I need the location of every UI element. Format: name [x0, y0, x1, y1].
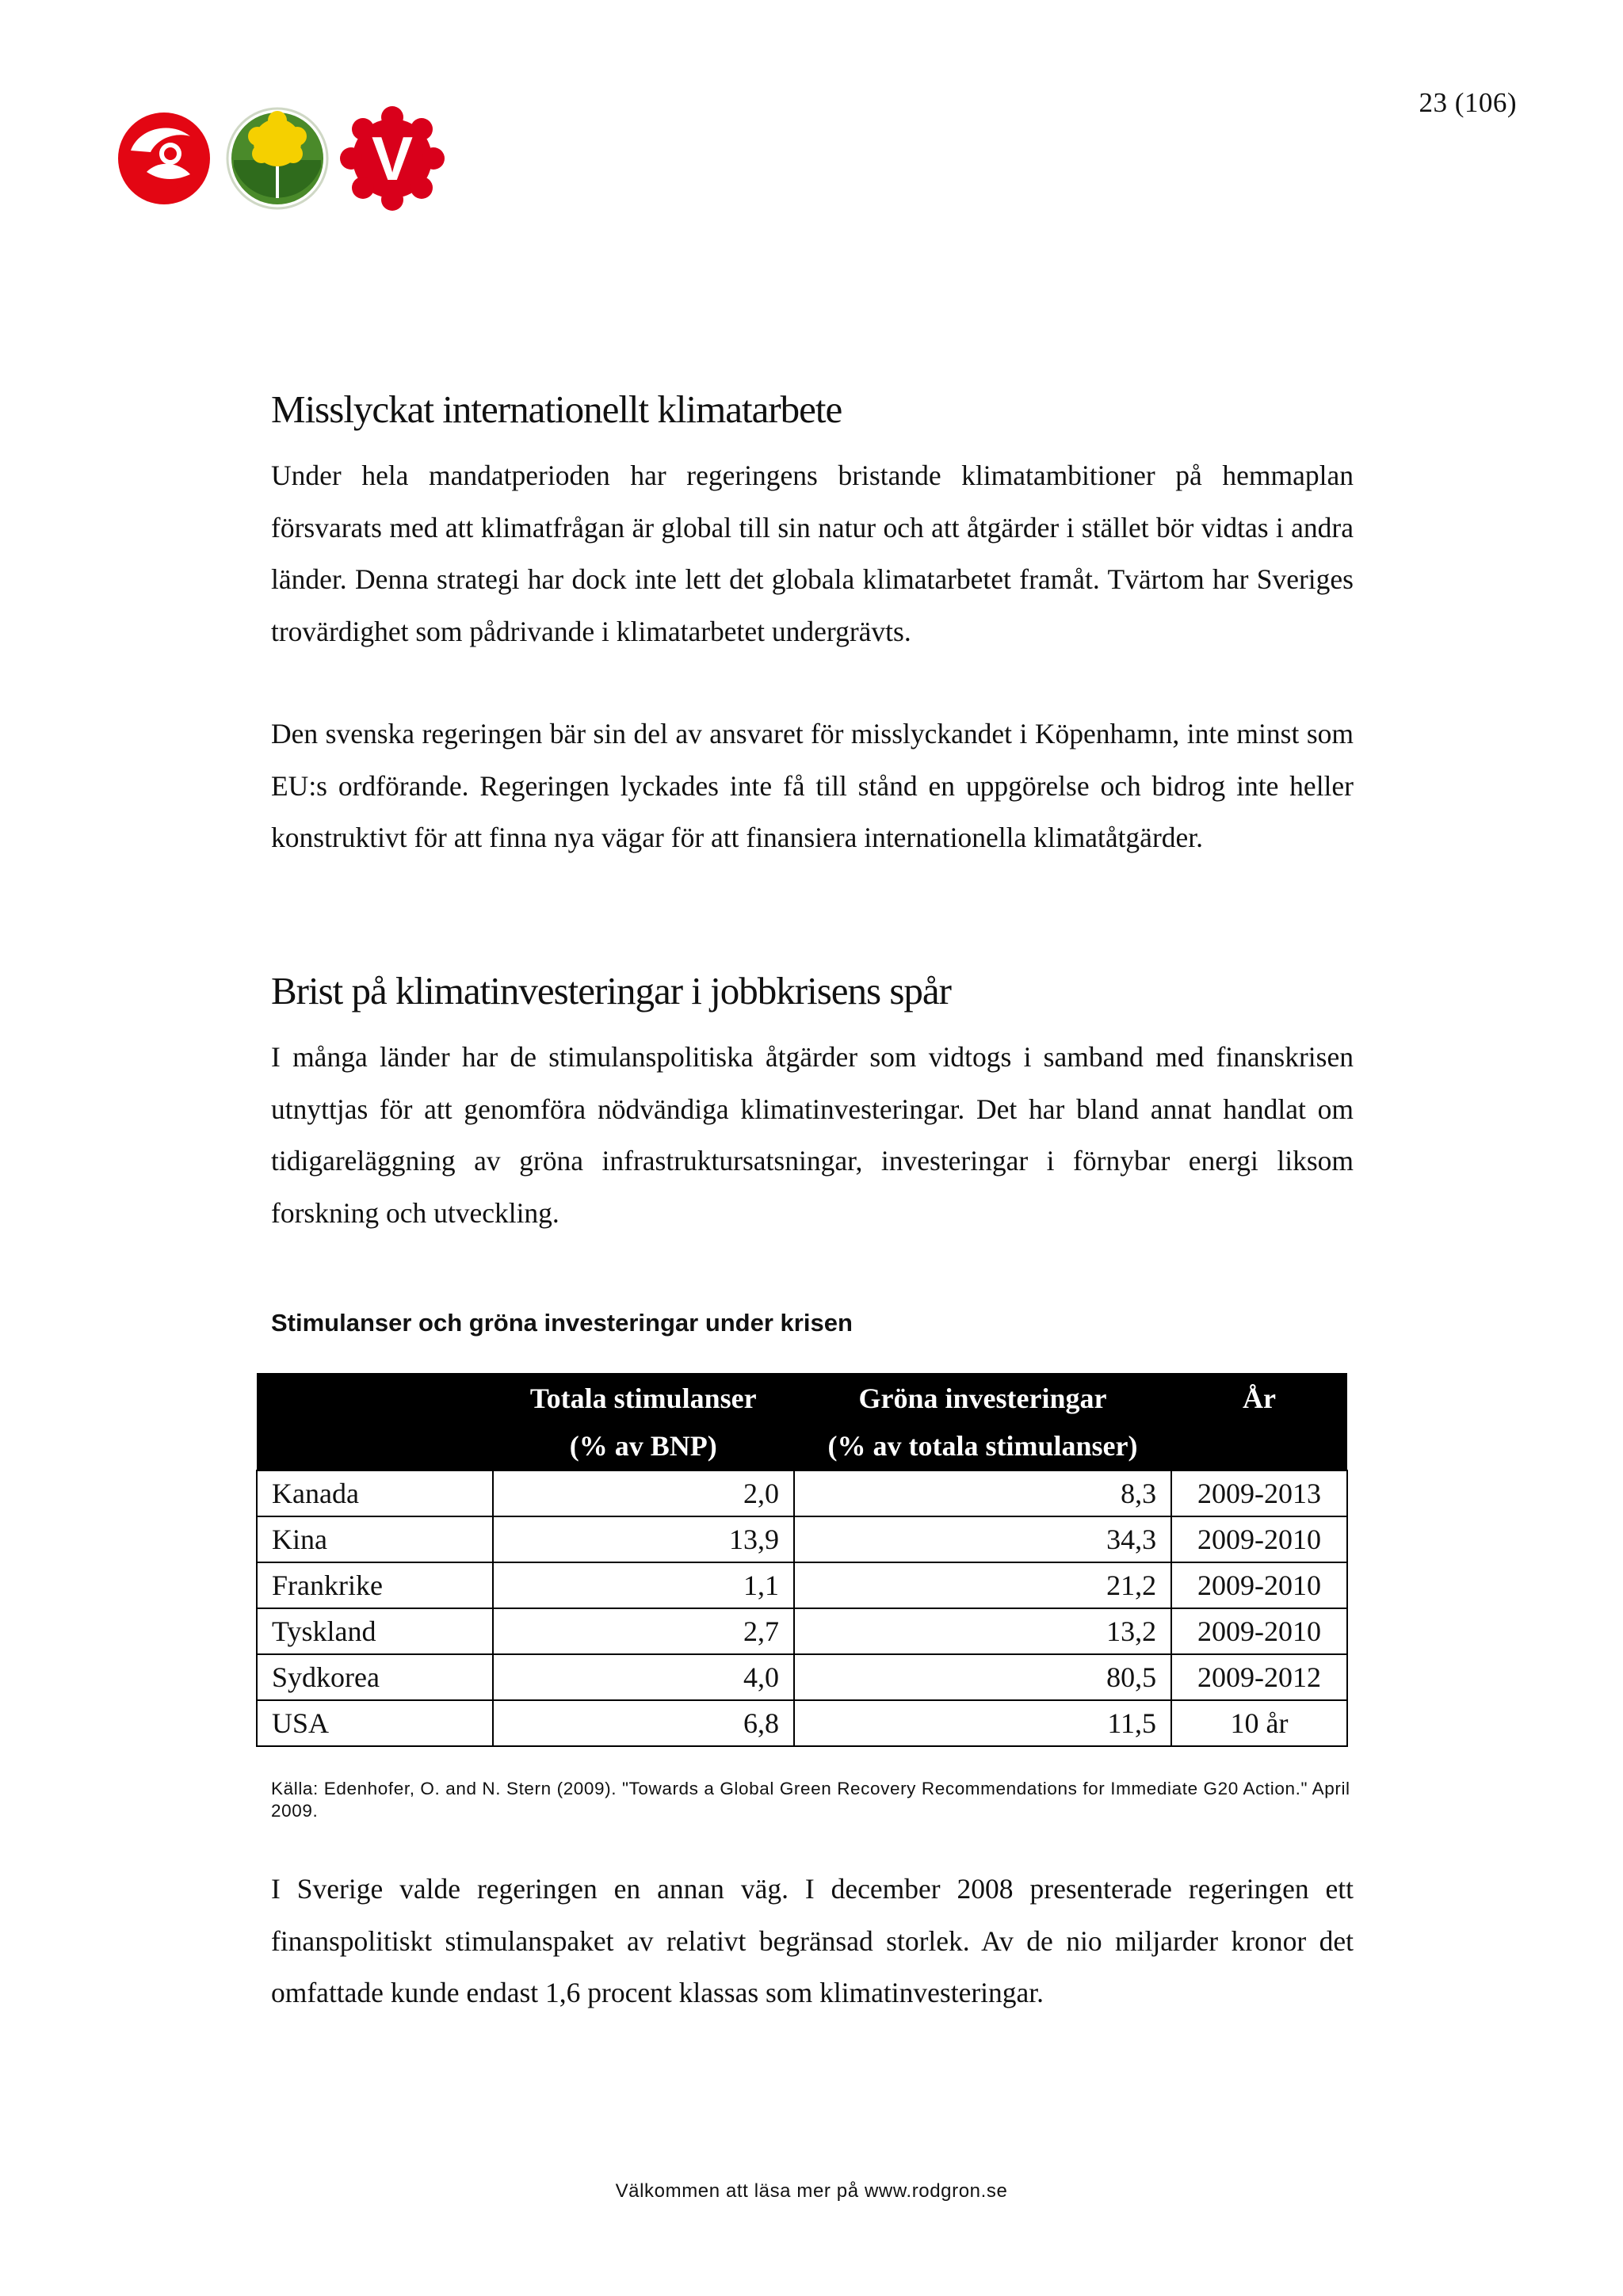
table-row [257, 1562, 1347, 1608]
table-row [257, 1700, 1347, 1746]
cell-green: 11,5 [794, 1700, 1171, 1746]
header-green-investments: Gröna investeringar (% av totala stimulanser) [794, 1373, 1171, 1470]
cell-total: 6,8 [493, 1700, 794, 1746]
table-row [257, 1608, 1347, 1654]
header-total-stimulus: Totala stimulanser (% av BNP) [493, 1373, 794, 1470]
cell-year: 2009-2013 [1171, 1470, 1347, 1516]
table-row [257, 1516, 1347, 1562]
table-row [257, 1654, 1347, 1700]
cell-year: 2009-2010 [1171, 1562, 1347, 1608]
cell-year: 2009-2010 [1171, 1516, 1347, 1562]
cell-country: Sydkorea [257, 1654, 493, 1700]
cell-country: Tyskland [257, 1608, 493, 1654]
header-country [257, 1373, 493, 1470]
cell-country: Kina [257, 1516, 493, 1562]
section-heading-climate-investments: Brist på klimatinvesteringar i jobbkrisens spår [271, 969, 951, 1013]
table-header-row [257, 1373, 1347, 1470]
footer-text: Välkommen att läsa mer på www.rodgron.se [615, 2180, 1008, 2202]
header-year: År [1171, 1373, 1347, 1470]
cell-green: 13,2 [794, 1608, 1171, 1654]
stimulus-table [256, 1373, 1348, 1747]
cell-year: 2009-2010 [1171, 1608, 1347, 1654]
paragraph: I många länder har de stimulanspolitiska åtgärder som vidtogs i samband med finanskrisen utnyttjas för att genomföra nödvändiga klimatinvesteringar. Det har bland annat handlat om tidigareläggning av gröna infrastruktursatsningar, investeringar i förnybar energi liksom forskning och utveckling. [271, 1041, 1354, 1229]
paragraph: Den svenska regeringen bär sin del av ansvaret för misslyckandet i Köpenhamn, inte minst som EU:s ordförande. Regeringen lyckades inte få till stånd en uppgörelse och bidrog inte heller konstruktivt för att finna nya vägar för att finansiera internationella klimatåtgärder. [271, 718, 1354, 853]
cell-total: 2,0 [493, 1470, 794, 1516]
cell-country: Frankrike [257, 1562, 493, 1608]
cell-total: 1,1 [493, 1562, 794, 1608]
svg-text:V: V [371, 124, 414, 193]
party-logos [115, 105, 448, 212]
table-caption: Stimulanser och gröna investeringar under krisen [271, 1309, 853, 1337]
cell-year: 2009-2012 [1171, 1654, 1347, 1700]
cell-year: 10 år [1171, 1700, 1347, 1746]
cell-green: 21,2 [794, 1562, 1171, 1608]
cell-total: 13,9 [493, 1516, 794, 1562]
dandelion-logo-icon [227, 109, 327, 208]
cell-country: Kanada [257, 1470, 493, 1516]
table-row [257, 1470, 1347, 1516]
section-heading-climate-work: Misslyckat internationellt klimatarbete [271, 387, 842, 431]
cell-green: 34,3 [794, 1516, 1171, 1562]
rose-logo-icon [118, 113, 210, 204]
cell-country: USA [257, 1700, 493, 1746]
cell-total: 4,0 [493, 1654, 794, 1700]
cell-green: 8,3 [794, 1470, 1171, 1516]
table-source: Källa: Edenhofer, O. and N. Stern (2009). "Towards a Global Green Recovery Recommendations for Immediate G20 Action." April 2009. [271, 1779, 1350, 1821]
page-number: 23 (106) [1419, 87, 1517, 118]
cell-total: 2,7 [493, 1608, 794, 1654]
v-carnation-logo-icon [340, 106, 445, 211]
paragraph: Under hela mandatperioden har regeringens bristande klimatambitioner på hemmaplan försvarats med att klimatfrågan är global till sin natur och att åtgärder i stället bör vidtas i andra länder. Denna strategi har dock inte lett det globala klimatarbetet framåt. Tvärtom har Sveriges trovärdighet som pådrivande i klimatarbetet undergrävts. [271, 460, 1354, 647]
cell-green: 80,5 [794, 1654, 1171, 1700]
paragraph: I Sverige valde regeringen en annan väg. I december 2008 presenterade regeringen ett finanspolitiskt stimulanspaket av relativt begränsad storlek. Av de nio miljarder kronor det omfattade kunde endast 1,6 procent klassas som klimatinvesteringar. [271, 1873, 1354, 2008]
